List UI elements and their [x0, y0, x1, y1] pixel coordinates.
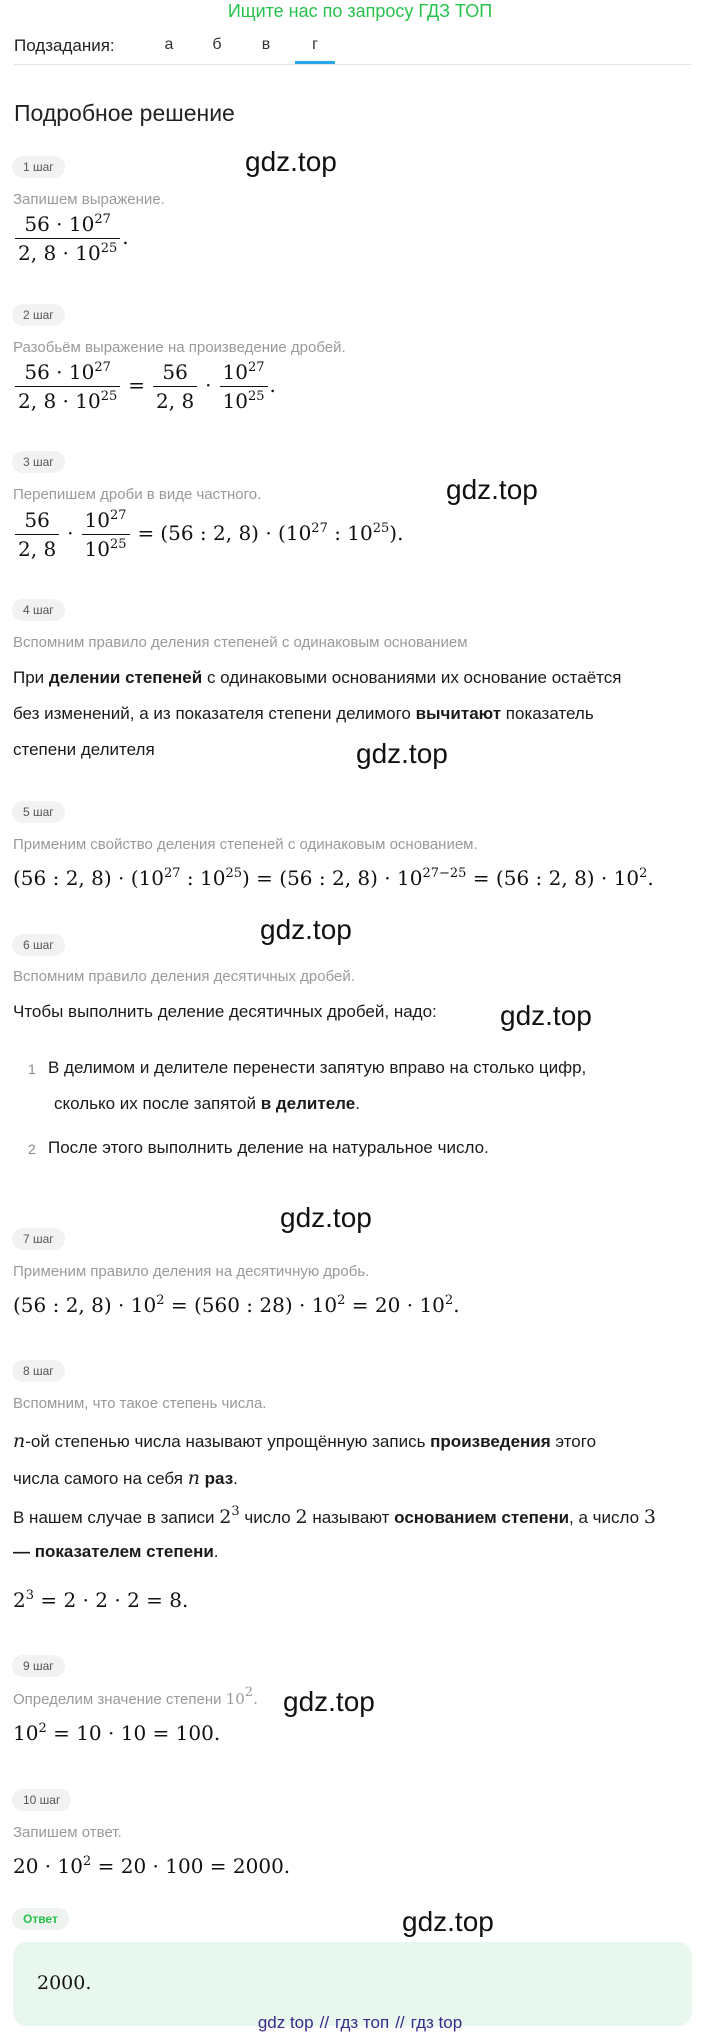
step-badge: 8 шаг — [12, 1360, 65, 1382]
list-item: В делимом и делителе перенести запятую вправо на столько цифр, — [48, 1058, 587, 1077]
search-banner[interactable]: Ищите нас по запросу ГДЗ ТОП — [227, 1, 493, 21]
math-expression: $2^3 = 2 \cdot 2 \cdot 2 = 8$. — [13, 1588, 189, 1612]
definition-text: В нашем случае в записи $2^3$ число 2 называют основанием степени, а число 3 — [13, 1504, 656, 1528]
watermark: gdz.top — [280, 1202, 372, 1233]
step-caption: Вспомним правило деления десятичных дробей. — [13, 968, 355, 985]
step-badge: 2 шаг — [12, 304, 65, 326]
step-caption: Запишем выражение. — [13, 191, 165, 208]
definition-text: числа самого на себя n раз. — [13, 1467, 238, 1489]
active-tab-indicator — [295, 61, 335, 64]
answer-value: 2000. — [37, 1972, 92, 1994]
math-expression: (56 : 2, $8) \cdot 10^2 = (560$ : $28) \cdot 10^2 = 20 \cdot 10^2$. — [13, 1293, 460, 1317]
step-badge: 7 шаг — [12, 1228, 65, 1250]
page-title: Подробное решение — [14, 100, 235, 126]
list-number: 2 — [28, 1141, 36, 1157]
watermark: gdz.top — [356, 738, 448, 769]
definition-text: — показателем степени. — [13, 1542, 219, 1561]
step-caption: Вспомним, что такое степень числа. — [13, 1395, 267, 1412]
step-caption: Вспомним правило деления степеней с одинаковым основанием — [13, 634, 468, 651]
math-expression: $\frac{56 \cdot 10^{27}}{2, 8 \cdot 10^{25}}$ . — [13, 212, 129, 265]
step-caption: Разобьём выражение на произведение дробей. — [13, 339, 346, 356]
list-number: 1 — [28, 1061, 36, 1077]
footer-link[interactable]: gdz top — [257, 2013, 314, 2032]
math-expression: $\frac{56 \cdot 10^{27}}{2, 8 \cdot 10^{25}}$ = $\frac{56}{2, 8}$ · $\frac{10^{27}}{10^{25}}$ . — [13, 360, 276, 413]
footer-link[interactable]: гдз топ — [335, 2013, 390, 2032]
watermark: gdz.top — [245, 146, 337, 177]
footer-link[interactable]: гдз top — [410, 2013, 463, 2032]
definition-text: n-ой степенью числа называют упрощённую запись произведения этого — [13, 1430, 597, 1452]
tab-a[interactable]: а — [164, 36, 174, 53]
answer-badge: Ответ — [12, 1908, 69, 1930]
rule-text: При делении степеней с одинаковыми основаниями их основание остаётся — [13, 668, 622, 687]
math-expression: $20 \cdot 10^2 = 20 \cdot 100 = 2000$. — [13, 1854, 291, 1878]
step-badge: 4 шаг — [12, 599, 65, 621]
step-caption: Перепишем дроби в виде частного. — [13, 486, 262, 503]
list-item: сколько их после запятой в делителе. — [54, 1094, 360, 1113]
rule-text: степени делителя — [13, 740, 155, 759]
rule-text: без изменений, а из показателя степени делимого вычитают показатель — [13, 704, 594, 723]
rule-intro: Чтобы выполнить деление десятичных дробей, надо: — [13, 1002, 437, 1021]
step-caption: Определим значение степени $10^2$. — [13, 1685, 258, 1708]
footer-separator: // — [395, 2013, 405, 2032]
step-caption: Применим правило деления на десятичную дробь. — [13, 1263, 370, 1280]
footer-links — [0, 2013, 720, 2033]
step-badge: 5 шаг — [12, 801, 65, 823]
footer-separator: // — [319, 2013, 330, 2032]
subtasks-bar — [14, 30, 692, 65]
step-badge: 6 шаг — [12, 934, 65, 956]
list-item: После этого выполнить деление на натуральное число. — [48, 1138, 489, 1157]
math-expression: $10^2 = 10 \cdot 10 = 100$. — [13, 1721, 221, 1745]
watermark: gdz.top — [402, 1906, 494, 1937]
tab-b[interactable]: б — [212, 36, 222, 53]
watermark: gdz.top — [500, 1000, 592, 1031]
watermark: gdz.top — [260, 914, 352, 945]
step-caption: Запишем ответ. — [13, 1824, 122, 1841]
watermark: gdz.top — [283, 1686, 375, 1717]
math-expression: (56 : 2, $8) \cdot (10^{27}$ : $10^{25}) = (56$ : 2, $8) \cdot 10^{27-25} = (56$ : 2, $8) \cdot 10^2$. — [13, 866, 654, 890]
tab-g[interactable]: г — [312, 36, 318, 53]
step-caption: Применим свойство деления степеней с одинаковым основанием. — [13, 836, 478, 853]
step-badge: 9 шаг — [12, 1655, 65, 1677]
watermark: gdz.top — [446, 474, 538, 505]
step-badge: 3 шаг — [12, 451, 65, 473]
math-expression: $\frac{56}{2, 8}$ · $\frac{10^{27}}{10^{25}}$ = (56 : 2, $8) \cdot (10^{27}$ : $10^{25}$). — [13, 508, 403, 561]
subtasks-label: Подзадания: — [14, 36, 115, 55]
tab-v[interactable]: в — [261, 36, 271, 53]
step-badge: 10 шаг — [12, 1789, 71, 1811]
step-badge: 1 шаг — [12, 156, 65, 178]
